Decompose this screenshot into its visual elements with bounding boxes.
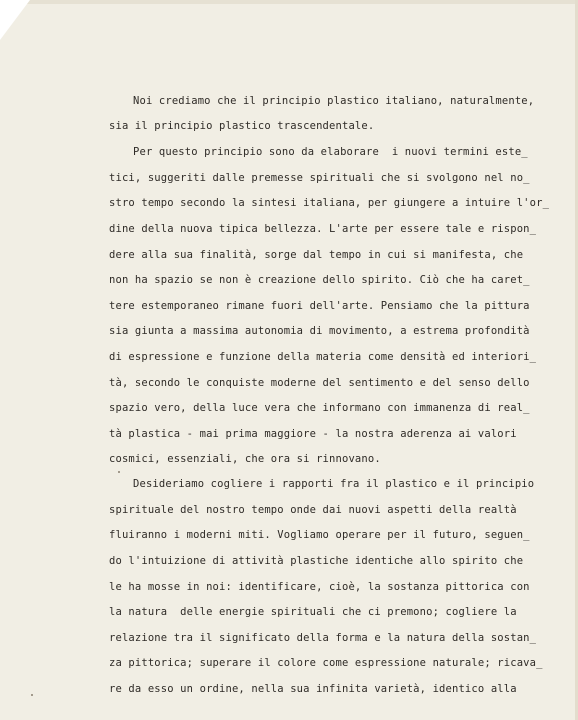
text-line: di espressione e funzione della materia come densità ed interiori_ <box>109 351 537 363</box>
text-line: Desideriamo cogliere i rapporti fra il plastico e il principio <box>133 478 535 490</box>
text-line: dine della nuova tipica bellezza. L'arte per essere tale e rispon_ <box>109 223 537 235</box>
text-line: re da esso un ordine, nella sua infinita varietà, identico alla <box>109 683 517 695</box>
text-line: Noi crediamo che il principio plastico italiano, naturalmente, <box>133 95 535 107</box>
text-line: sia il principio plastico trascendentale. <box>109 120 375 132</box>
text-line: le ha mosse in noi: identificare, cioè, la sostanza pittorica con <box>109 581 530 593</box>
text-line: tà, secondo le conquiste moderne del sentimento e del senso dello <box>109 377 530 389</box>
text-line: la natura delle energie spirituali che ci premono; cogliere la <box>109 606 517 618</box>
text-line: tà plastica - mai prima maggiore - la nostra aderenza ai valori <box>109 428 517 440</box>
text-line: relazione tra il significato della forma e la natura della sostan_ <box>109 632 537 644</box>
text-line: stro tempo secondo la sintesi italiana, per giungere a intuire l'or_ <box>109 197 550 209</box>
text-line: non ha spazio se non è creazione dello spirito. Ciò che ha caret_ <box>109 274 530 286</box>
text-line: sia giunta a massima autonomia di movimento, a estrema profondità <box>109 325 530 337</box>
text-line: spirituale del nostro tempo onde dai nuovi aspetti della realtà <box>109 504 517 516</box>
text-line: do l'intuizione di attività plastiche identiche allo spirito che <box>109 555 524 567</box>
text-line: fluiranno i moderni miti. Vogliamo operare per il futuro, seguen_ <box>109 529 530 541</box>
text-line: spazio vero, della luce vera che informano con immanenza di real_ <box>109 402 530 414</box>
text-line: za pittorica; superare il colore come espressione naturale; ricava_ <box>109 657 543 669</box>
text-line: dere alla sua finalità, sorge dal tempo in cui si manifesta, che <box>109 249 524 261</box>
text-line: Per questo principio sono da elaborare i nuovi termini este_ <box>133 146 528 158</box>
text-line: tere estemporaneo rimane fuori dell'arte. Pensiamo che la pittura <box>109 300 530 312</box>
text-line: cosmici, essenziali, che ora si rinnovano. <box>109 453 381 465</box>
text-line: tici, suggeriti dalle premesse spirituali che si svolgono nel no_ <box>109 172 530 184</box>
